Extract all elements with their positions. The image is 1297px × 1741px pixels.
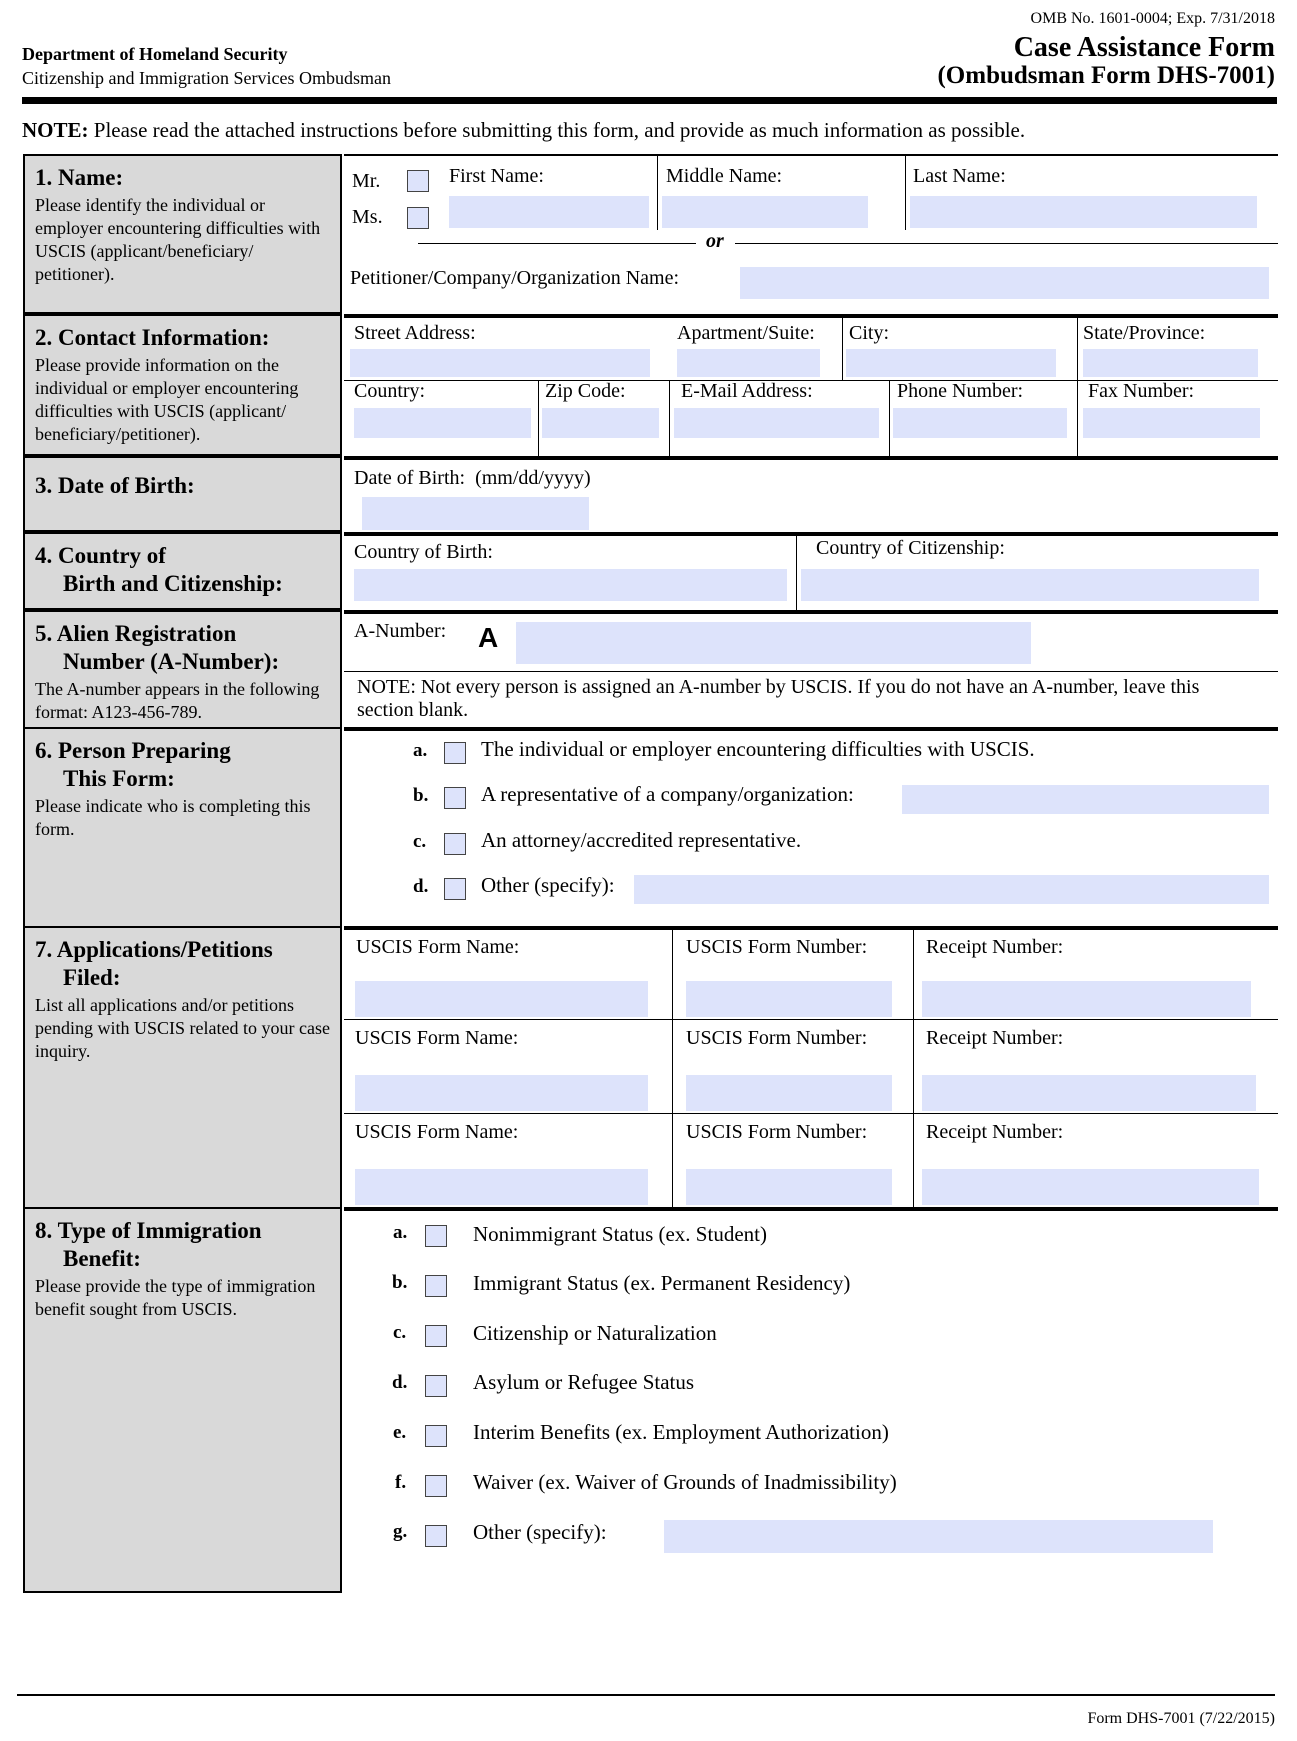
apt-field[interactable] bbox=[677, 349, 820, 377]
street-label: Street Address: bbox=[354, 322, 476, 344]
section-4-header bbox=[23, 532, 342, 610]
receipt-number-label: Receipt Number: bbox=[926, 1027, 1064, 1049]
ms-checkbox[interactable] bbox=[407, 207, 429, 229]
phone-label: Phone Number: bbox=[897, 380, 1024, 402]
country-of-citizenship-label: Country of Citizenship: bbox=[816, 537, 1005, 559]
option-letter: b. bbox=[413, 785, 429, 806]
benefit-nonimmigrant-label: Nonimmigrant Status (ex. Student) bbox=[473, 1222, 767, 1246]
section-2-description: Please provide information on the individual or employer encountering difficulties with USCIS (applicant/ beneficiary/petitioner). bbox=[35, 355, 299, 444]
section-3-header bbox=[23, 456, 342, 532]
option-letter: d. bbox=[413, 876, 429, 897]
omb-number: OMB No. 1601-0004; Exp. 7/31/2018 bbox=[1030, 10, 1275, 27]
office-name: Citizenship and Immigration Services Ombudsman bbox=[22, 68, 391, 88]
receipt-number-field-1[interactable] bbox=[922, 981, 1251, 1017]
section-6-description: Please indicate who is completing this form. bbox=[35, 796, 311, 839]
preparer-other-label: Other (specify): bbox=[481, 873, 615, 897]
divider bbox=[657, 156, 658, 230]
benefit-other-label: Other (specify): bbox=[473, 1520, 607, 1544]
preparer-other-checkbox[interactable] bbox=[444, 878, 466, 900]
form-name-label: USCIS Form Name: bbox=[355, 1121, 519, 1143]
preparer-individual-label: The individual or employer encountering difficulties with USCIS. bbox=[481, 737, 1035, 761]
divider bbox=[905, 156, 906, 230]
section-7-header bbox=[23, 926, 342, 1211]
divider bbox=[344, 1019, 1278, 1020]
city-field[interactable] bbox=[846, 349, 1056, 377]
section-6-title: 6. Person Preparing This Form: bbox=[35, 738, 231, 791]
section-6-header bbox=[23, 727, 342, 930]
department-name: Department of Homeland Security bbox=[22, 44, 288, 64]
divider bbox=[889, 380, 890, 456]
option-letter: d. bbox=[392, 1372, 408, 1393]
option-letter: c. bbox=[413, 831, 427, 852]
form-name-field-3[interactable] bbox=[355, 1169, 648, 1205]
a-number-label: A-Number: bbox=[354, 620, 447, 642]
preparer-attorney-label: An attorney/accredited representative. bbox=[481, 828, 802, 852]
divider bbox=[913, 930, 914, 1207]
country-of-birth-label: Country of Birth: bbox=[354, 541, 493, 563]
first-name-label: First Name: bbox=[449, 165, 544, 187]
fax-label: Fax Number: bbox=[1088, 380, 1195, 402]
middle-name-field[interactable] bbox=[662, 196, 868, 228]
section-8-header bbox=[23, 1207, 342, 1593]
option-letter: a. bbox=[413, 740, 428, 761]
receipt-number-label: Receipt Number: bbox=[926, 936, 1064, 958]
divider bbox=[344, 1113, 1278, 1114]
company-organization-field[interactable] bbox=[902, 785, 1269, 814]
form-subtitle: (Ombudsman Form DHS-7001) bbox=[937, 62, 1275, 89]
preparer-representative-checkbox[interactable] bbox=[444, 787, 466, 809]
section-7-title: 7. Applications/Petitions Filed: bbox=[35, 937, 273, 990]
section-5-top-rule bbox=[344, 610, 1278, 614]
benefit-citizenship-checkbox[interactable] bbox=[425, 1325, 447, 1347]
country-label: Country: bbox=[354, 380, 426, 402]
dob-label: Date of Birth: (mm/dd/yyyy) bbox=[354, 467, 591, 489]
section-8-top-rule bbox=[344, 1207, 1278, 1211]
section-4-title: 4. Country of Birth and Citizenship: bbox=[35, 543, 283, 596]
first-name-field[interactable] bbox=[449, 196, 649, 228]
benefit-waiver-checkbox[interactable] bbox=[425, 1475, 447, 1497]
benefit-immigrant-label: Immigrant Status (ex. Permanent Residency) bbox=[473, 1271, 851, 1295]
city-label: City: bbox=[849, 322, 890, 344]
section-3-top-rule bbox=[344, 456, 1278, 460]
form-name-field-2[interactable] bbox=[355, 1075, 648, 1111]
a-number-prefix: A bbox=[478, 622, 499, 653]
option-letter: b. bbox=[392, 1272, 408, 1293]
section-1-title: 1. Name: bbox=[35, 165, 124, 190]
benefit-citizenship-label: Citizenship or Naturalization bbox=[473, 1321, 717, 1345]
preparer-other-field[interactable] bbox=[634, 875, 1269, 904]
section-2-top-rule bbox=[344, 314, 1278, 318]
section-5-description: The A-number appears in the following format: A123-456-789. bbox=[35, 679, 320, 722]
preparer-representative-label: A representative of a company/organization: bbox=[481, 782, 854, 806]
section-4-top-rule bbox=[344, 532, 1278, 536]
option-letter: f. bbox=[395, 1472, 407, 1493]
divider bbox=[344, 671, 1278, 672]
street-field[interactable] bbox=[350, 349, 650, 377]
section-1-top-rule bbox=[344, 154, 1278, 156]
form-number-field-2[interactable] bbox=[686, 1075, 892, 1111]
header-rule bbox=[22, 97, 1277, 104]
company-name-field[interactable] bbox=[740, 267, 1269, 299]
or-divider-left bbox=[418, 243, 696, 244]
last-name-label: Last Name: bbox=[913, 165, 1006, 187]
form-number-field-3[interactable] bbox=[686, 1169, 892, 1205]
a-number-note: NOTE: Not every person is assigned an A-number by USCIS. If you do not have an A-number, leave this section blank. bbox=[357, 676, 1200, 721]
or-label: or bbox=[706, 230, 724, 252]
phone-field[interactable] bbox=[893, 408, 1067, 438]
zip-field[interactable] bbox=[542, 408, 659, 438]
or-divider-right bbox=[735, 243, 1278, 244]
email-label: E-Mail Address: bbox=[681, 380, 813, 402]
country-of-birth-field[interactable] bbox=[354, 569, 787, 601]
benefit-asylum-label: Asylum or Refugee Status bbox=[473, 1370, 695, 1394]
section-3-title: 3. Date of Birth: bbox=[35, 473, 195, 498]
section-7-top-rule bbox=[344, 926, 1278, 930]
form-name-label: USCIS Form Name: bbox=[356, 936, 520, 958]
fax-field[interactable] bbox=[1083, 408, 1260, 438]
form-revision: Form DHS-7001 (7/22/2015) bbox=[1087, 1710, 1275, 1727]
receipt-number-field-2[interactable] bbox=[922, 1075, 1256, 1111]
ms-label: Ms. bbox=[352, 206, 383, 228]
mr-checkbox[interactable] bbox=[407, 170, 429, 192]
preparer-attorney-checkbox[interactable] bbox=[444, 833, 466, 855]
divider bbox=[672, 930, 673, 1207]
last-name-field[interactable] bbox=[910, 196, 1257, 228]
benefit-interim-checkbox[interactable] bbox=[425, 1425, 447, 1447]
benefit-interim-label: Interim Benefits (ex. Employment Authorization) bbox=[473, 1420, 889, 1444]
a-number-field[interactable] bbox=[516, 622, 1031, 664]
section-8-title: 8. Type of Immigration Benefit: bbox=[35, 1218, 262, 1271]
country-field[interactable] bbox=[354, 408, 531, 438]
footer-rule bbox=[17, 1694, 1275, 1696]
form-number-field-1[interactable] bbox=[686, 981, 892, 1017]
instructions-note: NOTE: Please read the attached instructions before submitting this form, and provide as much information as possible. bbox=[22, 118, 1026, 142]
section-8-description: Please provide the type of immigration benefit sought from USCIS. bbox=[35, 1276, 316, 1319]
zip-label: Zip Code: bbox=[545, 380, 626, 402]
state-field[interactable] bbox=[1083, 349, 1258, 377]
section-2-title: 2. Contact Information: bbox=[35, 325, 270, 350]
option-letter: a. bbox=[393, 1222, 408, 1243]
email-field[interactable] bbox=[674, 408, 879, 438]
section-1-description: Please identify the individual or employer encountering difficulties with USCIS (applicant/beneficiary/ petitioner). bbox=[35, 195, 321, 284]
company-name-label: Petitioner/Company/Organization Name: bbox=[350, 267, 680, 289]
section-5-title: 5. Alien Registration Number (A-Number): bbox=[35, 621, 280, 674]
section-5-header bbox=[23, 610, 342, 730]
option-letter: g. bbox=[393, 1521, 408, 1542]
form-name-field-1[interactable] bbox=[355, 981, 648, 1017]
divider bbox=[796, 535, 797, 610]
form-title: Case Assistance Form bbox=[1013, 32, 1275, 63]
apt-label: Apartment/Suite: bbox=[677, 322, 815, 344]
section-7-description: List all applications and/or petitions pending with USCIS related to your case inquiry. bbox=[35, 995, 330, 1061]
section-6-top-rule bbox=[344, 727, 1278, 731]
divider bbox=[1077, 380, 1078, 456]
option-letter: e. bbox=[393, 1422, 407, 1443]
benefit-asylum-checkbox[interactable] bbox=[425, 1375, 447, 1397]
mr-label: Mr. bbox=[352, 170, 381, 192]
form-name-label: USCIS Form Name: bbox=[355, 1027, 519, 1049]
receipt-number-field-3[interactable] bbox=[922, 1169, 1259, 1205]
preparer-individual-checkbox[interactable] bbox=[444, 742, 466, 764]
divider bbox=[842, 318, 843, 380]
benefit-immigrant-checkbox[interactable] bbox=[425, 1275, 447, 1297]
benefit-waiver-label: Waiver (ex. Waiver of Grounds of Inadmissibility) bbox=[473, 1470, 897, 1494]
divider bbox=[1077, 318, 1078, 380]
divider bbox=[669, 380, 670, 456]
benefit-other-checkbox[interactable] bbox=[425, 1525, 447, 1547]
state-label: State/Province: bbox=[1083, 322, 1206, 344]
country-of-citizenship-field[interactable] bbox=[801, 569, 1259, 601]
dob-field[interactable] bbox=[362, 497, 589, 530]
form-number-label: USCIS Form Number: bbox=[686, 1027, 868, 1049]
receipt-number-label: Receipt Number: bbox=[926, 1121, 1064, 1143]
option-letter: c. bbox=[393, 1322, 407, 1343]
section-1-header bbox=[23, 154, 342, 314]
form-number-label: USCIS Form Number: bbox=[686, 936, 868, 958]
divider bbox=[538, 380, 539, 456]
form-number-label: USCIS Form Number: bbox=[686, 1121, 868, 1143]
benefit-nonimmigrant-checkbox[interactable] bbox=[425, 1225, 447, 1247]
middle-name-label: Middle Name: bbox=[666, 165, 783, 187]
benefit-other-field[interactable] bbox=[664, 1520, 1213, 1553]
section-2-header bbox=[23, 314, 342, 456]
